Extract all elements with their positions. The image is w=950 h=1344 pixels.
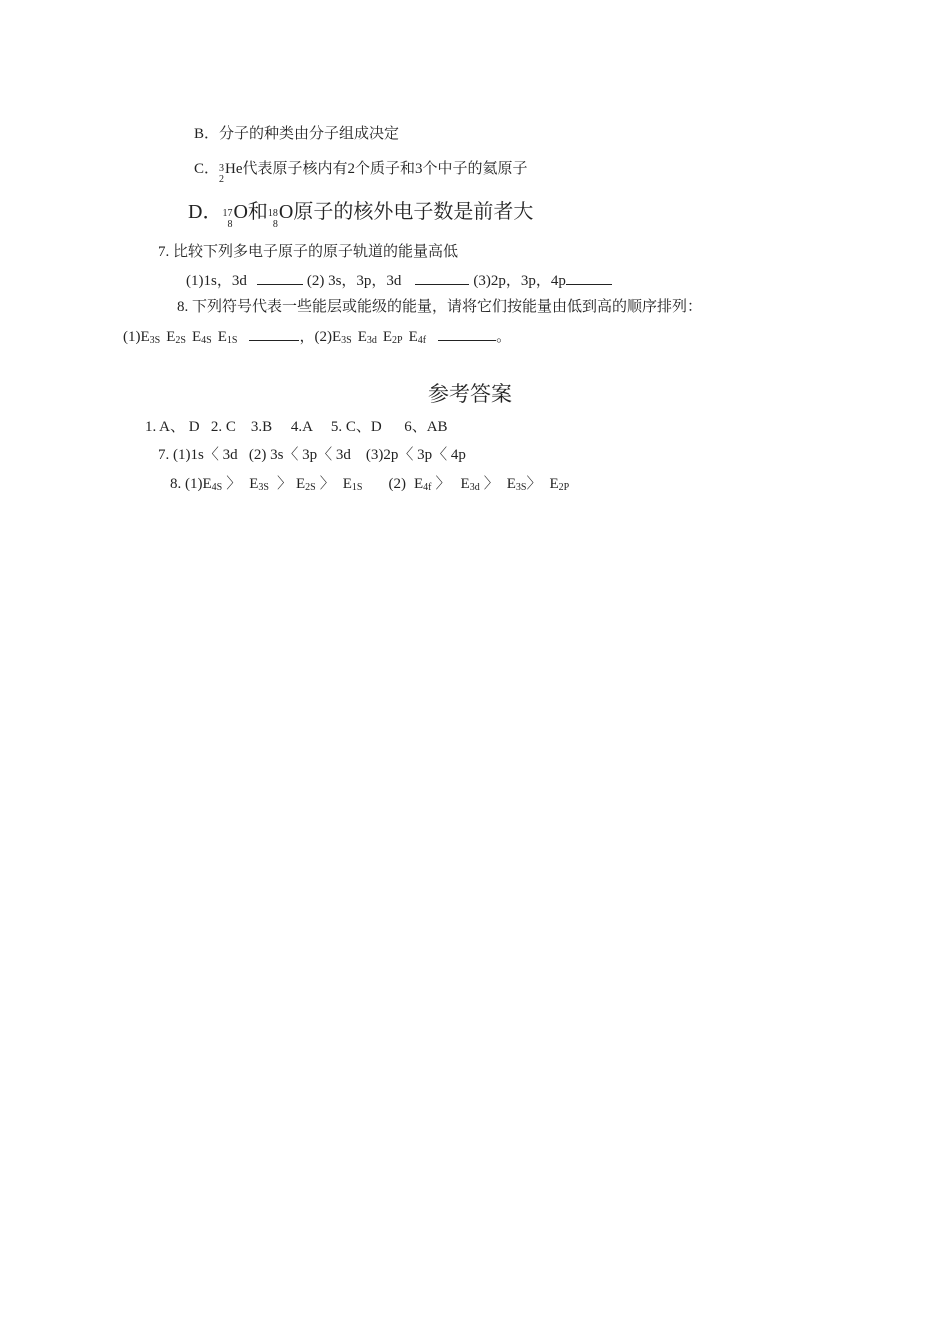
- isotope-notation: [268, 199, 279, 230]
- option-c-prefix: C．: [194, 161, 220, 177]
- answer-blank[interactable]: [249, 326, 299, 341]
- option-d: [188, 199, 533, 230]
- question-8-stem: 8. 下列符号代表一些能层或能级的能量，请将它们按能量由低到高的顺序排列：: [177, 299, 703, 315]
- isotope-notation: [222, 199, 233, 230]
- isotope-notation: [219, 159, 225, 185]
- energy-symbol: $E_{1S}$: [342, 476, 363, 493]
- energy-symbol: $E_{2S}$: [166, 329, 186, 346]
- answers-title: 参考答案: [428, 382, 512, 406]
- energy-symbol: $E_{3d}$: [357, 329, 377, 346]
- energy-symbol: $E_{4S}$: [191, 329, 212, 346]
- q7-part-3: (3)2p，3p，4p: [473, 273, 566, 289]
- energy-symbol: $E_{3S}$: [331, 329, 352, 346]
- answers-line-3: 8. $(1)E_{4S}$ 〉 $E_{3S}$ 〉 $E_{2S}$ 〉 $E_{1S}$ (2) $E_{4f}$ 〉 $E_{3d}$ 〉 $E_{3S}$〉 $E_{2P}$: [170, 476, 570, 493]
- conjunction: 和: [247, 201, 268, 223]
- question-7-parts: [186, 270, 612, 291]
- energy-symbol: $E_{3S}$: [249, 476, 269, 493]
- energy-symbol: $E_{4f}$: [408, 329, 427, 346]
- answer-blank[interactable]: [257, 270, 303, 285]
- answers-line-1: 1. A、 D 2. C 3.B 4.A 5. C、D 6、AB: [145, 419, 448, 435]
- question-7-stem: 7. 比较下列多电子原子的原子轨道的能量高低: [158, 244, 459, 260]
- energy-symbol: $E_{3S}$: [506, 476, 527, 493]
- mass-number: 18: [267, 208, 278, 219]
- element-symbol: O: [278, 201, 294, 223]
- q8-part-1-label: (1): [123, 329, 141, 345]
- atomic-number: 8: [272, 219, 278, 230]
- q7-part-1: (1)1s，3d: [186, 273, 247, 289]
- energy-symbol: $E_{3d}$: [460, 476, 480, 493]
- option-d-text: 原子的核外电子数是前者大: [293, 201, 534, 223]
- option-c: [194, 159, 528, 185]
- energy-symbol: $E_{2P}$: [549, 476, 570, 493]
- mass-number: 17: [222, 208, 233, 219]
- q8-part-2-label: (2): [314, 329, 332, 345]
- answers-line-2: 7. (1)1s〈 3d (2) 3s〈 3p〈 3d (3)2p〈 3p〈 4p: [158, 447, 466, 463]
- energy-symbol: $E_{1S}$: [217, 329, 238, 346]
- option-d-prefix: D．: [188, 201, 223, 223]
- option-c-text: He代表原子核内有2个质子和3个中子的氦原子: [225, 161, 528, 177]
- option-b: B．分子的种类由分子组成决定: [194, 126, 400, 142]
- energy-symbol: $E_{2S}$: [296, 476, 316, 493]
- q7-part-2: (2) 3s，3p，3d: [306, 273, 402, 289]
- energy-symbol: $E_{3S}$: [140, 329, 161, 346]
- atomic-number: 8: [227, 219, 233, 230]
- question-8-parts: [123, 326, 511, 347]
- energy-symbol: $E_{4f}$: [413, 476, 432, 493]
- answer-blank[interactable]: [566, 270, 612, 285]
- answer-blank[interactable]: [438, 326, 496, 341]
- separator: ，: [299, 329, 315, 345]
- atomic-number: 2: [219, 174, 225, 185]
- answer-blank[interactable]: [415, 270, 469, 285]
- mass-number: 3: [219, 163, 225, 174]
- end-mark: 。: [496, 329, 512, 345]
- energy-symbol: $E_{4S}$: [202, 476, 223, 493]
- element-symbol: O: [233, 201, 248, 223]
- energy-symbol: $E_{2P}$: [382, 329, 403, 346]
